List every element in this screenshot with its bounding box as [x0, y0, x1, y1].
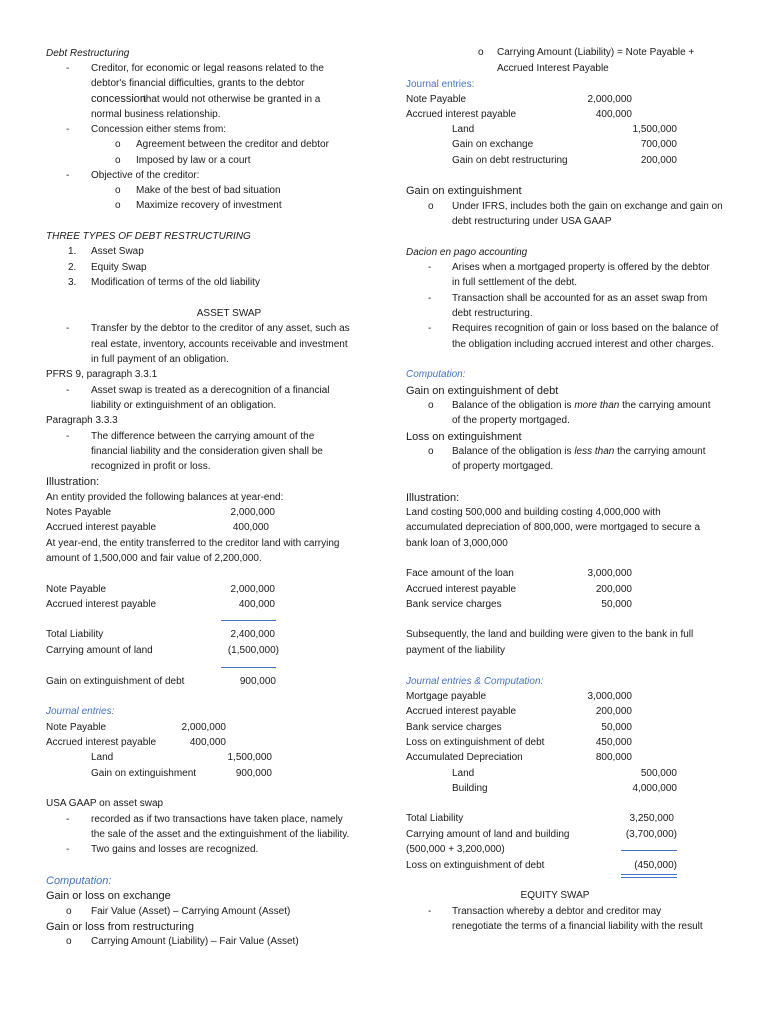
balance-label: Notes Payable	[46, 507, 112, 518]
text-line: Land costing 500,000 and building costing 4,000,000 with	[406, 507, 661, 518]
journal-value: 800,000	[595, 752, 632, 763]
total-value: 3,250,000	[629, 813, 674, 824]
list-item: Equity Swap	[91, 262, 147, 273]
journal-label: Accumulated Depreciation	[406, 752, 523, 763]
comp-value: 900,000	[239, 676, 276, 687]
comp-value: 3,000,000	[587, 568, 632, 579]
text-line: debt restructuring under USA GAAP	[452, 216, 612, 227]
journal-label: Land	[452, 768, 475, 779]
text-line: amount of 1,500,000 and fair value of 2,200,000.	[46, 553, 262, 564]
text-line: recorded as if two transactions have taken place, namely	[91, 814, 343, 825]
comp-label: Note Payable	[46, 584, 107, 595]
section-title-asset-swap: ASSET SWAP	[196, 308, 262, 319]
text-line: payment of the liability	[406, 645, 505, 656]
journal-label: Gain on debt restructuring	[452, 155, 568, 166]
computation-heading: Loss on extinguishment	[406, 431, 522, 443]
text-line: real estate, inventory, accounts receivable and investment	[91, 339, 348, 350]
journal-label: Land	[452, 124, 475, 135]
journal-label: Accrued interest payable	[406, 109, 517, 120]
journal-value: 700,000	[640, 139, 677, 150]
journal-value: 450,000	[595, 737, 632, 748]
bullet-circle: o	[478, 47, 484, 58]
comp-value: 2,000,000	[230, 584, 275, 595]
comp-value: 50,000	[601, 599, 632, 610]
journal-value: 2,000,000	[587, 94, 632, 105]
section-title-debt-restructuring: Debt Restructuring	[46, 48, 130, 59]
journal-value: 500,000	[640, 768, 677, 779]
illustration-title: Illustration:	[46, 476, 100, 488]
journal-label: Land	[91, 752, 114, 763]
computation-heading: Gain or loss from restructuring	[46, 921, 194, 933]
text-line: that would not otherwise be granted in a	[143, 94, 321, 105]
formula: Accrued Interest Payable	[497, 63, 609, 74]
journal-label: Note Payable	[406, 94, 467, 105]
journal-label: Mortgage payable	[406, 691, 487, 702]
comp-label: Accrued interest payable	[406, 584, 517, 595]
sub-item: Make of the best of bad situation	[136, 185, 281, 196]
text-part: Balance of the obligation is	[452, 446, 575, 457]
bullet-dash: -	[66, 844, 70, 855]
text-line: in full settlement of the debt.	[452, 277, 578, 288]
text-line: The difference between the carrying amount of the	[91, 431, 315, 442]
journal-label: Building	[452, 783, 488, 794]
text-line: the obligation including accrued interest and other charges.	[452, 339, 714, 350]
list-item: Asset Swap	[91, 246, 144, 257]
computation-title: Computation:	[46, 875, 112, 887]
journal-label: Gain on extinguishment	[91, 768, 197, 779]
comp-value: (1,500,000)	[227, 645, 279, 656]
bullet-circle: o	[115, 139, 121, 150]
text-line: the sale of the asset and the extinguishment of the liability.	[91, 829, 350, 840]
bullet-dash: -	[66, 385, 70, 396]
list-number: 2.	[68, 262, 77, 273]
reference-label: Paragraph 3.3.3	[46, 415, 118, 426]
balance-value: 400,000	[232, 522, 269, 533]
bullet-circle: o	[115, 200, 121, 211]
comp-label: Total Liability	[46, 629, 104, 640]
journal-value: 3,000,000	[587, 691, 632, 702]
text-line: accumulated depreciation of 800,000, were mortgaged to secure a	[406, 522, 701, 533]
text-line: debtor's financial difficulties, grants to the debtor	[91, 78, 305, 89]
bullet-dash: -	[66, 170, 70, 181]
text-line: Objective of the creditor:	[91, 170, 200, 181]
bullet-circle: o	[66, 906, 72, 917]
formula: Carrying Amount (Liability) = Note Payable +	[497, 47, 695, 58]
text-line: of property mortgaged.	[452, 461, 554, 472]
comp-label: Gain on extinguishment of debt	[46, 676, 185, 687]
bullet-dash: -	[66, 814, 70, 825]
sub-item: Maximize recovery of investment	[136, 200, 282, 211]
list-number: 3.	[68, 277, 77, 288]
text-line: Transaction shall be accounted for as an asset swap from	[452, 293, 708, 304]
comp-value: 400,000	[238, 599, 275, 610]
journal-label: Gain on exchange	[452, 139, 534, 150]
computation-heading: Gain on extinguishment of debt	[406, 385, 559, 397]
journal-value: 400,000	[595, 109, 632, 120]
text-line: Transaction whereby a debtor and creditor may	[452, 906, 662, 917]
concession-word: concession	[91, 93, 147, 105]
bullet-circle: o	[66, 936, 72, 947]
journal-value: 1,500,000	[227, 752, 272, 763]
text-line: Under IFRS, includes both the gain on exchange and gain on	[452, 201, 723, 212]
text-line: Concession either stems from:	[91, 124, 227, 135]
journal-label: Note Payable	[46, 722, 107, 733]
journal-value: 900,000	[235, 768, 272, 779]
gain-ext-title: Gain on extinguishment	[406, 185, 522, 197]
emphasis: more than	[574, 400, 620, 411]
text-line: financial liability and the consideration given shall be	[91, 446, 323, 457]
sum-underline	[221, 620, 276, 621]
text-line: renegotiate the terms of a financial liability with the result	[452, 921, 703, 932]
section-title-equity-swap: EQUITY SWAP	[520, 890, 590, 901]
bullet-dash: -	[66, 323, 70, 334]
journal-value: 200,000	[640, 155, 677, 166]
journal-value: 4,000,000	[632, 783, 677, 794]
bullet-circle: o	[115, 185, 121, 196]
carrying-value: (3,700,000)	[625, 829, 677, 840]
text-line: bank loan of 3,000,000	[406, 538, 508, 549]
double-underline	[621, 874, 677, 875]
text-line: liability or extinguishment of an obligation.	[91, 400, 277, 411]
text-line: of the property mortgaged.	[452, 415, 570, 426]
carrying-breakdown: (500,000 + 3,200,000)	[406, 844, 505, 855]
text-line: Subsequently, the land and building were given to the bank in full	[406, 629, 694, 640]
text-line: normal business relationship.	[91, 109, 221, 120]
journal-value: 1,500,000	[632, 124, 677, 135]
text-line: Transfer by the debtor to the creditor of any asset, such as	[91, 323, 350, 334]
bullet-dash: -	[428, 323, 432, 334]
comp-label: Accrued interest payable	[46, 599, 157, 610]
journal-label: Bank service charges	[406, 722, 502, 733]
formula: Fair Value (Asset) – Carrying Amount (Asset)	[91, 906, 291, 917]
journal-label: Loss on extinguishment of debt	[406, 737, 545, 748]
comp-value: 2,400,000	[230, 629, 275, 640]
illustration-title: Illustration:	[406, 492, 460, 504]
journal-title: Journal entries:	[406, 79, 475, 90]
text-line: An entity provided the following balances at year-end:	[46, 492, 284, 503]
sub-item: Imposed by law or a court	[136, 155, 251, 166]
text-line: in full payment of an obligation.	[91, 354, 229, 365]
dacion-title: Dacion en pago accounting	[406, 247, 528, 258]
balance-value: 2,000,000	[230, 507, 275, 518]
bullet-dash: -	[66, 431, 70, 442]
comp-label: Carrying amount of land	[46, 645, 153, 656]
text-part: Balance of the obligation is	[452, 400, 575, 411]
text-line: debt restructuring.	[452, 308, 533, 319]
text-line: Requires recognition of gain or loss based on the balance of	[452, 323, 719, 334]
sum-underline	[621, 850, 677, 851]
bullet-dash: -	[428, 906, 432, 917]
journal-label: Accrued interest payable	[46, 737, 157, 748]
text-line: At year-end, the entity transferred to the creditor land with carrying	[46, 538, 340, 549]
total-label: Total Liability	[406, 813, 464, 824]
sub-item: Agreement between the creditor and debtor	[136, 139, 329, 150]
journal-label: Accrued interest payable	[406, 706, 517, 717]
sum-underline	[221, 667, 276, 668]
text-line: Asset swap is treated as a derecognition of a financial	[91, 385, 330, 396]
loss-label: Loss on extinguishment of debt	[406, 860, 545, 871]
text-line: recognized in profit or loss.	[91, 461, 211, 472]
journal-value: 2,000,000	[181, 722, 226, 733]
loss-value: (450,000)	[634, 860, 677, 871]
text-line: Two gains and losses are recognized.	[91, 844, 259, 855]
bullet-dash: -	[428, 262, 432, 273]
section-title-three-types: THREE TYPES OF DEBT RESTRUCTURING	[46, 231, 251, 242]
bullet-circle: o	[428, 400, 434, 411]
comp-label: Bank service charges	[406, 599, 502, 610]
comp-label: Face amount of the loan	[406, 568, 514, 579]
bullet-circle: o	[428, 201, 434, 212]
balance-label: Accrued interest payable	[46, 522, 157, 533]
list-item: Modification of terms of the old liability	[91, 277, 260, 288]
bullet-dash: -	[66, 124, 70, 135]
journal-value: 50,000	[601, 722, 632, 733]
formula: Carrying Amount (Liability) – Fair Value (Asset)	[91, 936, 299, 947]
journal-value: 200,000	[595, 706, 632, 717]
carrying-label: Carrying amount of land and building	[406, 829, 570, 840]
computation-heading: Gain or loss on exchange	[46, 890, 171, 902]
bullet-dash: -	[428, 293, 432, 304]
text-line	[452, 445, 706, 459]
comp-value: 200,000	[595, 584, 632, 595]
double-underline	[621, 877, 677, 878]
bullet-circle: o	[428, 446, 434, 457]
bullet-dash: -	[66, 63, 70, 74]
text-line: Arises when a mortgaged property is offered by the debtor	[452, 262, 710, 273]
usgaap-title: USA GAAP on asset swap	[46, 798, 164, 809]
je-comp-title: Journal entries & Computation:	[406, 676, 544, 687]
emphasis: less than	[574, 446, 615, 457]
text-line: Creditor, for economic or legal reasons related to the	[91, 63, 324, 74]
computation-title: Computation:	[406, 369, 466, 380]
list-number: 1.	[68, 246, 77, 257]
text-part: the carrying amount	[614, 446, 706, 457]
text-part: the carrying amount	[619, 400, 711, 411]
journal-title: Journal entries:	[46, 706, 115, 717]
journal-value: 400,000	[189, 737, 226, 748]
reference-label: PFRS 9, paragraph 3.3.1	[46, 369, 158, 380]
text-line	[452, 399, 711, 413]
bullet-circle: o	[115, 155, 121, 166]
